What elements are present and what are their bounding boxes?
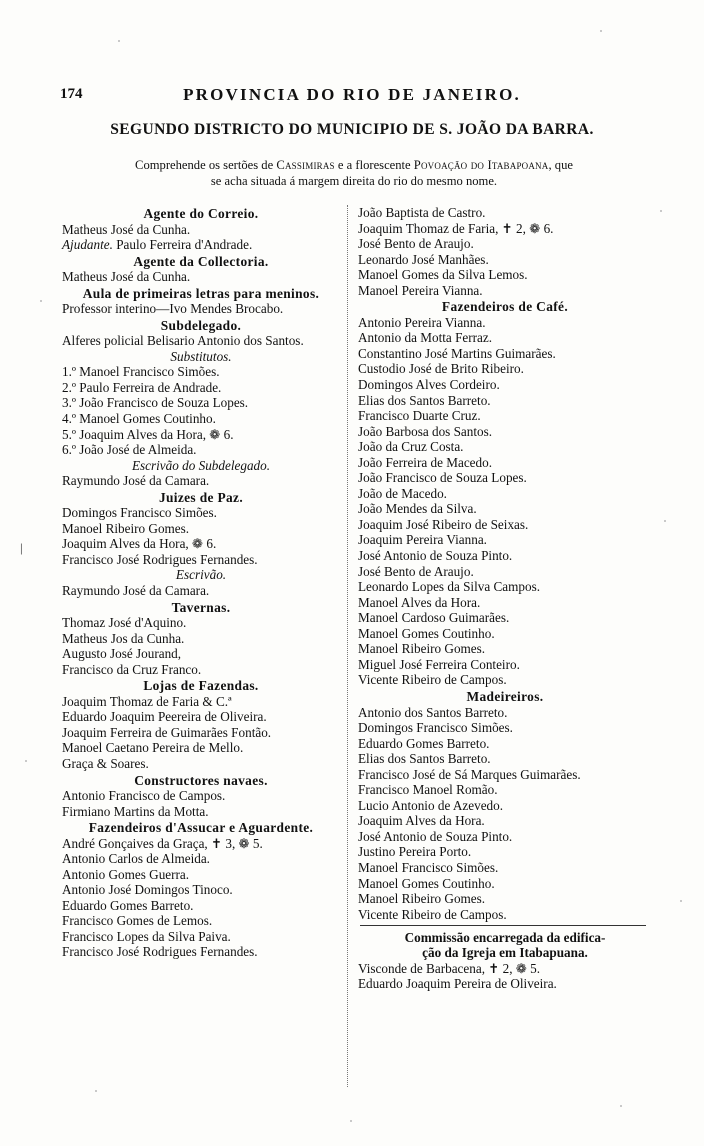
list-item: Francisco Duarte Cruz. (358, 408, 481, 424)
list-item: Ajudante. Paulo Ferreira d'Andrade. (62, 237, 253, 253)
list-item: Matheus Jos da Cunha. (62, 630, 185, 646)
list-item: Justino Pereira Porto. (358, 844, 472, 860)
list-item: 1.º Manoel Francisco Simões. (62, 364, 220, 380)
section-heading-escrivao-do-subdelegado: Escrivão do Subdelegado. (131, 457, 271, 473)
section-heading-aula-de-primeiras-letras-para-meninos: Aula de primeiras letras para meninos. (82, 285, 320, 301)
list-item: João Baptista de Castro. (358, 205, 486, 220)
list-item: Antonio dos Santos Barreto. (358, 704, 508, 720)
page-folio: 174 (60, 86, 83, 102)
right-column (350, 205, 652, 992)
intro-text-e: , que (548, 158, 573, 172)
list-item: Raymundo José da Camara. (62, 473, 210, 489)
list-item: Joaquim Ferreira de Guimarães Fontão. (62, 724, 272, 740)
list-item: Vicente Ribeiro de Campos. (358, 906, 507, 922)
section-heading-escrivao: Escrivão. (175, 567, 227, 583)
list-item: Francisco Gomes de Lemos. (62, 913, 213, 929)
list-item: Manoel Ribeiro Gomes. (62, 520, 190, 536)
list-item: Joaquim Alves da Hora. (358, 813, 485, 829)
section-heading-madeireiros: Madeireiros. (466, 688, 544, 704)
list-item: João Francisco de Souza Lopes. (358, 470, 527, 486)
list-item: Manoel Alves da Hora. (358, 594, 481, 610)
paper-speck (680, 900, 682, 902)
list-item: Manoel Caetano Pereira de Mello. (62, 740, 244, 756)
list-item: Manoel Ribeiro Gomes. (358, 641, 486, 657)
list-item: Domingos Alves Cordeiro. (358, 377, 500, 393)
list-item: Firmiano Martins da Motta. (62, 803, 209, 819)
paper-speck (95, 1090, 97, 1092)
paper-speck (118, 40, 120, 42)
section-heading-agente-da-collectoria: Agente da Collectoria. (133, 253, 269, 269)
paper-speck (620, 1105, 622, 1107)
list-item: Leonardo José Manhães. (358, 251, 489, 267)
list-item: Manoel Ribeiro Gomes. (358, 891, 486, 907)
entry-role-label: Ajudante. (62, 237, 113, 253)
paper-speck (664, 520, 666, 522)
list-item: Francisco Manoel Romão. (358, 782, 498, 798)
list-item: Francisco Lopes da Silva Paiva. (62, 928, 231, 944)
list-item: Joaquim Thomaz de Faria, ✝ 2, ❁ 6. (358, 220, 554, 236)
list-item: Joaquim Alves da Hora, ❁ 6. (62, 536, 217, 552)
list-item: Alferes policial Belisario Antonio dos Santos. (62, 333, 304, 349)
section-heading-subdelegado: Subdelegado. (160, 317, 242, 333)
district-intro (62, 157, 646, 189)
district-title: SEGUNDO DISTRICTO DO MUNICIPIO DE S. JOÃO DA BARRA. (110, 121, 594, 138)
intro-place-cassimiras: Cassimiras (276, 158, 335, 172)
list-item: Domingos Francisco Simões. (358, 720, 513, 736)
list-item: Manoel Gomes Coutinho. (358, 625, 495, 641)
list-item: Raymundo José da Camara. (62, 582, 210, 598)
list-item: Custodio José de Brito Ribeiro. (358, 361, 524, 377)
list-item: Eduardo Gomes Barreto. (62, 897, 194, 913)
list-item: Francisco José Rodrigues Fernandes. (62, 551, 258, 567)
list-item: André Gonçaives da Graça, ✝ 3, ❁ 5. (62, 835, 263, 851)
list-item: João da Cruz Costa. (358, 439, 464, 455)
running-header (0, 85, 704, 105)
section-heading-fazendeiros-de-cafe: Fazendeiros de Café. (441, 299, 569, 315)
list-item: Eduardo Gomes Barreto. (358, 735, 490, 751)
list-item: Miguel José Ferreira Conteiro. (358, 656, 520, 672)
list-item: José Bento de Araujo. (358, 236, 474, 252)
list-item: Domingos Francisco Simões. (62, 505, 217, 521)
list-item: 3.º João Francisco de Souza Lopes. (62, 395, 249, 411)
list-item: Thomaz José d'Aquino. (62, 615, 187, 631)
margin-mark: | (20, 540, 23, 555)
section-heading-fazendeiros-d-assucar-e-aguardente: Fazendeiros d'Assucar e Aguardente. (88, 820, 314, 836)
left-column (62, 205, 340, 960)
list-item: Manoel Cardoso Guimarães. (358, 610, 510, 626)
section-divider (360, 925, 646, 926)
list-item: Professor interino—Ivo Mendes Brocabo. (62, 301, 284, 317)
list-item: Elias dos Santos Barreto. (358, 392, 491, 408)
list-item: Constantino José Martins Guimarães. (358, 345, 556, 361)
list-item: Leonardo Lopes da Silva Campos. (358, 579, 541, 595)
list-item: Francisco da Cruz Franco. (62, 661, 202, 677)
list-item: Graça & Soares. (62, 756, 149, 771)
list-item: Matheus José da Cunha. (62, 269, 191, 285)
column-divider (347, 205, 349, 1087)
list-item: Manoel Pereira Vianna. (358, 282, 483, 298)
list-item: João Mendes da Silva. (358, 501, 477, 517)
intro-place-itabapoana: Povoação do Itabapoana (413, 158, 549, 172)
list-item: Matheus José da Cunha. (62, 221, 191, 237)
list-item: Antonio Gomes Guerra. (62, 866, 190, 882)
list-item: Eduardo Joaquim Pereira de Oliveira. (358, 976, 557, 992)
list-item: 6.º João José de Almeida. (62, 442, 197, 458)
list-item: Elias dos Santos Barreto. (358, 751, 491, 767)
list-item: José Antonio de Souza Pinto. (358, 548, 513, 564)
list-item: 2.º Paulo Ferreira de Andrade. (62, 379, 222, 395)
list-item: Antonio Carlos de Almeida. (62, 851, 210, 867)
list-item: Eduardo Joaquim Peereira de Oliveira. (62, 709, 267, 725)
list-item: João Barbosa dos Santos. (358, 423, 493, 439)
list-item: Antonio Francisco de Campos. (62, 788, 226, 804)
list-item: Vicente Ribeiro de Campos. (358, 672, 507, 688)
list-item: 5.º Joaquim Alves da Hora, ❁ 6. (62, 426, 234, 442)
intro-line-2: se acha situada á margem direita do rio do mesmo nome. (210, 174, 498, 188)
list-item: José Bento de Araujo. (358, 563, 474, 579)
paper-speck (660, 210, 662, 212)
section-heading-commissao: Commissão encarregada da edifica- ção da Igreja em Itabapuana. (404, 930, 606, 961)
list-item: Visconde de Barbacena, ✝ 2, ❁ 5. (358, 960, 541, 976)
list-item: Joaquim Pereira Vianna. (358, 532, 487, 548)
section-heading-lojas-de-fazendas: Lojas de Fazendas. (143, 678, 259, 694)
list-item: Manoel Gomes Coutinho. (358, 875, 495, 891)
paper-speck (25, 760, 27, 762)
list-item: 4.º Manoel Gomes Coutinho. (62, 410, 216, 426)
list-item: João Ferreira de Macedo. (358, 454, 493, 470)
list-item: Antonio José Domingos Tinoco. (62, 882, 233, 898)
section-heading-constructores-navaes: Constructores navaes. (134, 772, 268, 788)
list-item: Francisco José de Sá Marques Guimarães. (358, 766, 581, 782)
list-item: João de Macedo. (358, 485, 447, 501)
section-heading-agente-do-correio: Agente do Correio. (143, 206, 259, 221)
running-title: PROVINCIA DO RIO DE JANEIRO. (183, 85, 521, 104)
list-item: José Antonio de Souza Pinto. (358, 828, 513, 844)
paper-speck (40, 300, 42, 302)
list-item: Antonio da Motta Ferraz. (358, 330, 493, 346)
list-item: Manoel Gomes da Silva Lemos. (358, 267, 528, 283)
section-heading-tavernas: Tavernas. (171, 599, 231, 615)
section-heading-juizes-de-paz: Juizes de Paz. (158, 489, 244, 505)
paper-speck (350, 1120, 352, 1122)
list-item: Manoel Francisco Simões. (358, 859, 499, 875)
list-item: Joaquim Thomaz de Faria & C.ª (62, 693, 232, 709)
list-item: Joaquim José Ribeiro de Seixas. (358, 516, 529, 532)
section-heading-substitutos: Substitutos. (170, 348, 232, 364)
list-item: Francisco José Rodrigues Fernandes. (62, 944, 258, 960)
list-item: Antonio Pereira Vianna. (358, 314, 486, 330)
intro-text-c: e a florescente (334, 158, 414, 172)
paper-speck (600, 30, 602, 32)
list-item: Lucio Antonio de Azevedo. (358, 797, 504, 813)
list-item: Augusto José Jourand, (62, 646, 182, 662)
intro-text-a: Comprehende os sertões de (135, 158, 277, 172)
